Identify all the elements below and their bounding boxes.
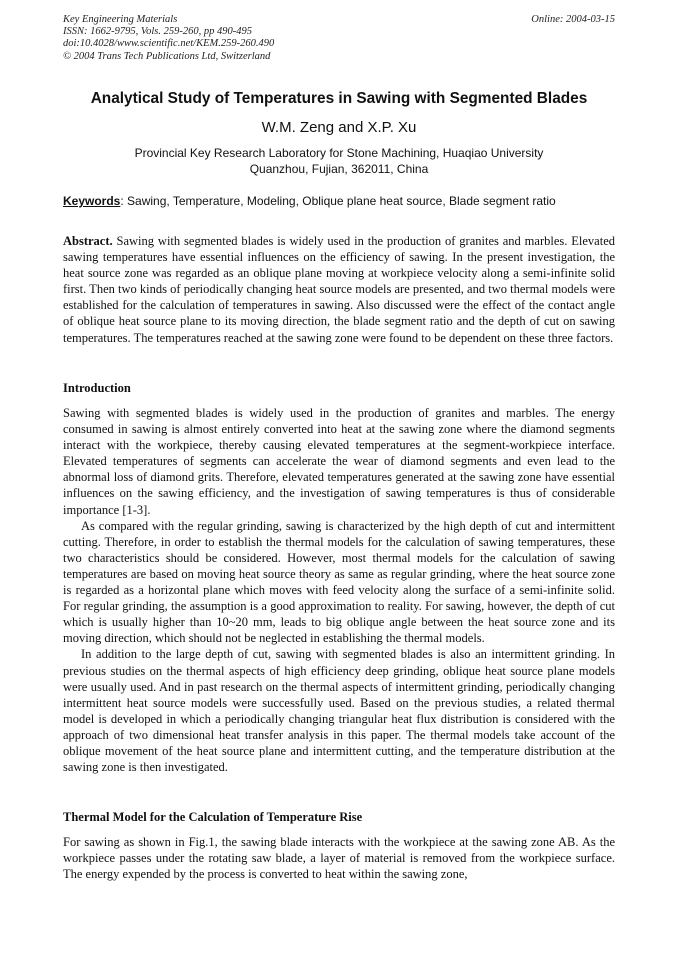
paper-authors: W.M. Zeng and X.P. Xu bbox=[261, 119, 417, 136]
section-heading-introduction: Introduction bbox=[63, 381, 131, 395]
affiliation-line-2: Quanzhou, Fujian, 362011, China bbox=[249, 162, 429, 176]
affiliation-line-1: Provincial Key Research Laboratory for Stone Machining, Huaqiao University bbox=[134, 146, 544, 160]
intro-paragraph: Sawing with segmented blades is widely used in the production of granites and marbles. The energy consumed in sawing is almost entirely converted into heat at the sawing zone where the diamond segments interact with the workpiece, thereby causing elevated temperatures at the segment-workpiece interface. Elevated temperatures of segments can accelerate the wear of diamond segments and even lead to the abnormal loss of diamond grits. Therefore, elevated temperatures generated at the sawing zone have essential influences on the sawing efficiency, and the investigation of sawing temperatures is thus of considerable importance [1-3]. bbox=[63, 406, 615, 517]
affiliation bbox=[40, 145, 638, 177]
doi-line: doi:10.4028/www.scientific.net/KEM.259-260.490 bbox=[63, 38, 275, 50]
copyright-line: © 2004 Trans Tech Publications Ltd, Switzerland bbox=[63, 50, 271, 62]
journal-name: Key Engineering Materials bbox=[63, 14, 178, 25]
keywords-text: : Sawing, Temperature, Modeling, Oblique plane heat source, Blade segment ratio bbox=[120, 194, 556, 208]
abstract-text: Sawing with segmented blades is widely used in the production of granites and marbles. Elevated sawing temperatures have essential influences on the efficiency of sawing. In the present investigation, the heat source zone was regarded as an oblique plane moving at workpiece velocity along a semi-infinite solid first. Then two kinds of periodically changing heat source models are presented, and two thermal models were established for the calculation of temperatures in sawing. Also discussed were the effect of the contact angle of oblique heat source plane to its moving direction, the blade segment ratio and the depth of cut on sawing temperatures. The temperatures reached at the sawing zone were found to be dependent on these three factors. bbox=[63, 234, 615, 345]
intro-paragraph: In addition to the large depth of cut, sawing with segmented blades is also an intermittent grinding. In previous studies on the thermal aspects of high efficiency deep grinding, oblique heat source plane models were usually used. And in past research on the thermal aspects of intermittent grinding, periodically changing intermittent heat source models were successfully used. Based on the previous studies, a related thermal model is developed in which a periodically changing triangular heat flux distribution is considered with the approach of two dimensional heat transfer analysis in this paper. The thermal models take account of the oblique movement of the heat source plane and intermittent cutting, and the temperature distribution at the sawing zone is then investigated. bbox=[63, 647, 615, 775]
journal-header bbox=[63, 14, 274, 63]
keywords bbox=[63, 194, 615, 208]
keywords-label: Keywords bbox=[63, 194, 121, 208]
online-date: Online: 2004-03-15 bbox=[531, 14, 615, 25]
abstract bbox=[63, 233, 615, 346]
thermal-model-body bbox=[63, 834, 615, 882]
introduction-body bbox=[63, 405, 615, 775]
issn-line: ISSN: 1662-9795, Vols. 259-260, pp 490-495 bbox=[63, 26, 252, 38]
thermal-paragraph: For sawing as shown in Fig.1, the sawing blade interacts with the workpiece at the sawing zone AB. As the workpiece passes under the rotating saw blade, a layer of material is removed from the workpiece surface. The energy expended by the process is converted to heat within the sawing zone, bbox=[63, 835, 615, 882]
paper-title: Analytical Study of Temperatures in Sawing with Segmented Blades bbox=[90, 90, 588, 107]
section-heading-thermal-model: Thermal Model for the Calculation of Temperature Rise bbox=[63, 810, 363, 824]
intro-paragraph: As compared with the regular grinding, sawing is characterized by the high depth of cut and intermittent cutting. Therefore, in order to establish the thermal models for the calculation of sawing temperatures, these two characteristics should be considered. However, most thermal models for the calculation of sawing temperatures are based on moving heat source theory as same as regular grinding, where the heat source zone is regarded as a horizontal plane which moves with feed velocity along the surface of a semi-infinite solid. For regular grinding, the assumption is a good approximation to reality. For sawing, however, the depth of cut which is usually higher than 10~20 mm, leads to big oblique angle between the heat source zone and its moving direction, which should not be neglected in establishing the thermal models. bbox=[63, 518, 615, 646]
abstract-label: Abstract. bbox=[63, 234, 113, 248]
